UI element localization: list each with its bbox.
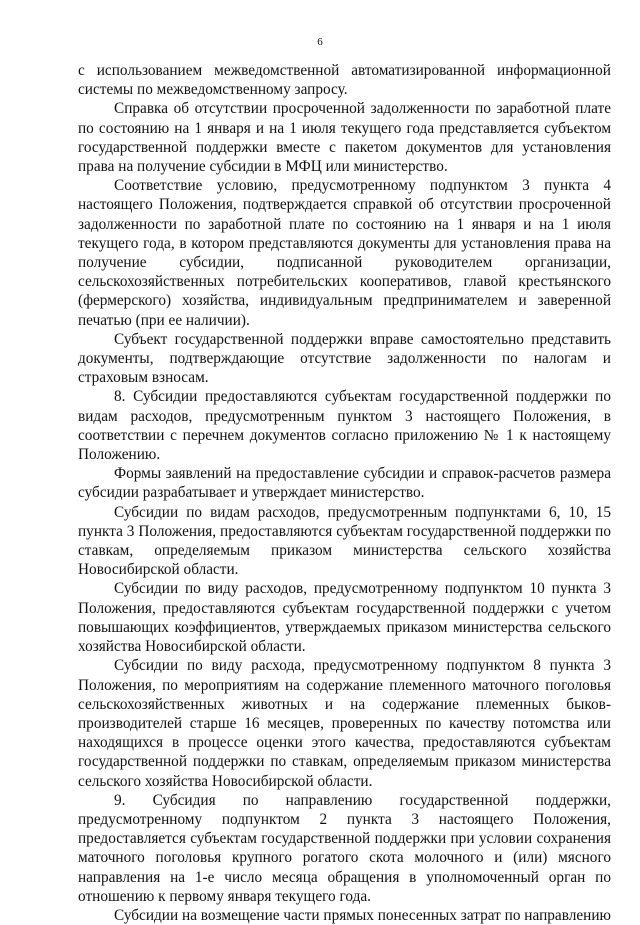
paragraph: Субъект государственной поддержки вправе самостоятельно представить документы, подтверждающие отсутствие задолженности по налогам и страховым взносам. [78, 330, 611, 387]
paragraph: Справка об отсутствии просроченной задолженности по заработной плате по состоянию на 1 января и на 1 июля текущего года представляется субъектом государственной поддержки вместе с пакетом документов для установления права на получение субсидии в МФЦ или министерство. [78, 100, 611, 176]
paragraph: Формы заявлений на предоставление субсидии и справок-расчетов размера субсидии разрабатывает и утверждает министерство. [78, 465, 611, 502]
paragraph: Субсидии на возмещение части прямых понесенных затрат по направлению [114, 906, 611, 924]
paragraph: 9. Субсидия по направлению государственной поддержки, предусмотренному подпунктом 2 пункта 3 настоящего Положения, предоставляется субъектам государственной поддержки при условии сохранения маточного поголовья крупного рогатого скота молочного и (или) мясного направления на 1-е число месяца обращения в уполномоченный орган по отношению к первому января текущего года. [78, 791, 611, 905]
paragraph: Субсидии по видам расходов, предусмотренным подпунктами 6, 10, 15 пункта 3 Положения, предоставляются субъектам государственной поддержки по ставкам, определяемым приказом министерства сельского хозяйства Новосибирской области. [78, 503, 611, 579]
paragraph: 8. Субсидии предоставляются субъектам государственной поддержки по видам расходов, предусмотренным пунктом 3 настоящего Положения, в соответствии с перечнем документов согласно приложению № 1 к настоящему Положению. [78, 388, 611, 464]
paragraph: Субсидии по виду расходов, предусмотренному подпунктом 10 пункта 3 Положения, предоставляются субъектам государственной поддержки с учетом повышающих коэффициентов, утверждаемых приказом министерства сельского хозяйства Новосибирской области. [78, 580, 611, 656]
page-number: 6 [317, 36, 323, 48]
document-body [78, 61, 611, 925]
paragraph: с использованием межведомственной автоматизированной информационной системы по межведомственному запросу. [78, 62, 611, 99]
paragraph: Соответствие условию, предусмотренному подпунктом 3 пункта 4 настоящего Положения, подтверждается справкой об отсутствии просроченной задолженности по заработной плате по состоянию на 1 января и на 1 июля текущего года, в котором представляются документы для установления права на получение субсидии, подписанной руководителем организации, сельскохозяйственных потребительских кооперативов, главой крестьянского (фермерского) хозяйства, индивидуальным предпринимателем и заверенной печатью (при ее наличии). [78, 177, 611, 329]
paragraph: Субсидии по виду расхода, предусмотренному подпунктом 8 пункта 3 Положения, по мероприятиям на содержание племенного маточного поголовья сельскохозяйственных животных и на содержание племенных быков-производителей старше 16 месяцев, проверенных по качеству потомства или находящихся в процессе оценки этого качества, предоставляются субъектам государственной поддержки по ставкам, определяемым приказом министерства сельского хозяйства Новосибирской области. [78, 657, 611, 790]
